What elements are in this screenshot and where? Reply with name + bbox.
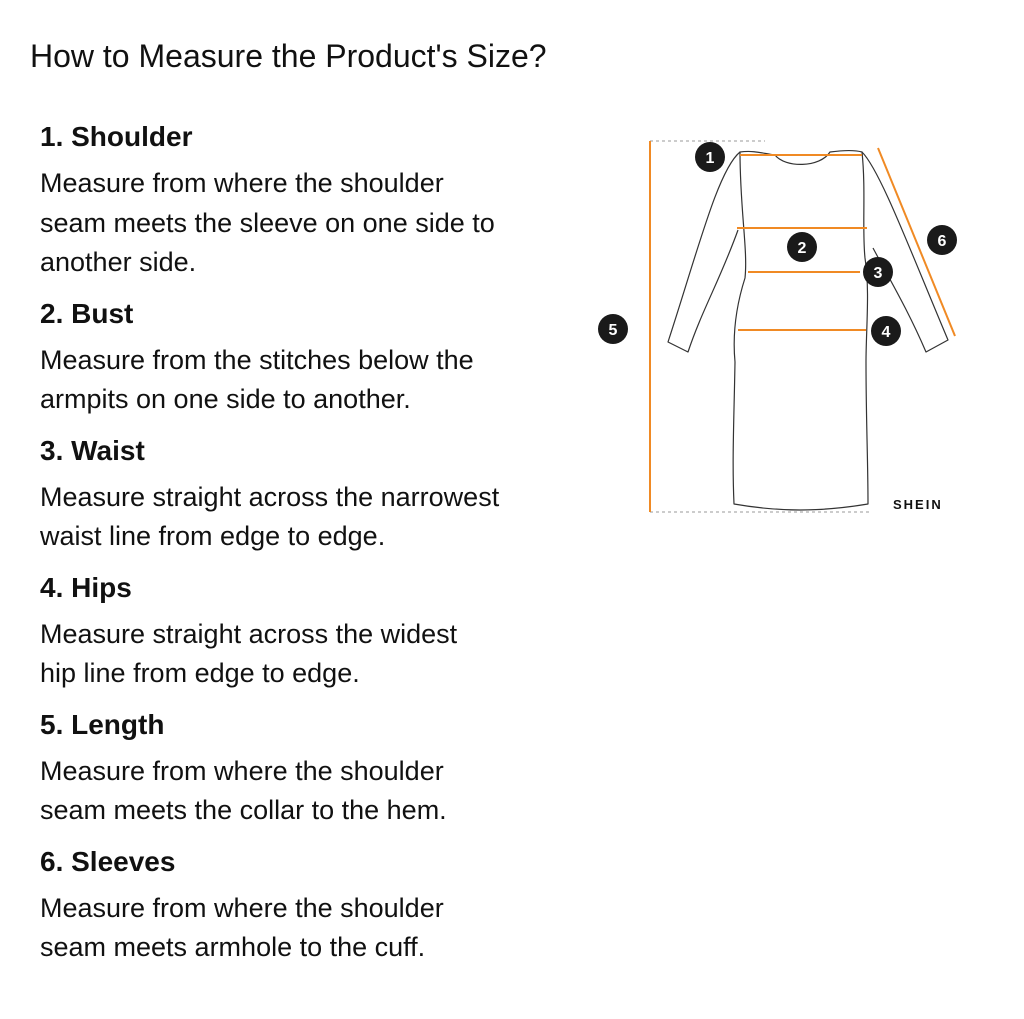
measurement-steps	[40, 118, 580, 968]
step-shoulder	[40, 118, 580, 283]
step-sleeves	[40, 843, 580, 968]
step-title: 1. Shoulder	[40, 121, 193, 152]
step-description: Measure from where the shoulder seam meets armhole to the cuff.	[40, 892, 444, 962]
step-description: Measure straight across the narrowest waist line from edge to edge.	[40, 481, 500, 551]
step-waist	[40, 432, 580, 557]
marker-4	[871, 316, 901, 346]
dress-measurement-diagram	[590, 130, 970, 525]
step-bust	[40, 295, 580, 420]
step-description: Measure straight across the widest hip line from edge to edge.	[40, 618, 458, 688]
step-length	[40, 706, 580, 831]
step-description: Measure from where the shoulder seam meets the sleeve on one side to another side.	[40, 168, 495, 277]
marker-label: 4	[881, 324, 891, 341]
step-description: Measure from where the shoulder seam meets the collar to the hem.	[40, 755, 447, 825]
marker-label: 1	[705, 150, 715, 167]
brand-logo: SHEIN	[893, 497, 943, 512]
step-title: 6. Sleeves	[40, 845, 176, 877]
step-title: 4. Hips	[40, 571, 132, 603]
marker-3	[863, 257, 893, 287]
step-hips	[40, 569, 580, 694]
marker-label: 2	[797, 240, 807, 257]
marker-label: 6	[937, 233, 947, 250]
marker-1	[695, 142, 725, 172]
marker-5	[598, 314, 628, 344]
marker-label: 3	[873, 265, 883, 282]
step-title: 5. Length	[40, 708, 165, 740]
page-title: How to Measure the Product's Size?	[30, 38, 547, 74]
marker-2	[787, 232, 817, 262]
step-title: 2. Bust	[40, 297, 134, 329]
marker-6	[927, 225, 957, 255]
step-title: 3. Waist	[40, 434, 145, 466]
step-description: Measure from the stitches below the armpits on one side to another.	[40, 344, 474, 414]
marker-label: 5	[608, 322, 618, 339]
